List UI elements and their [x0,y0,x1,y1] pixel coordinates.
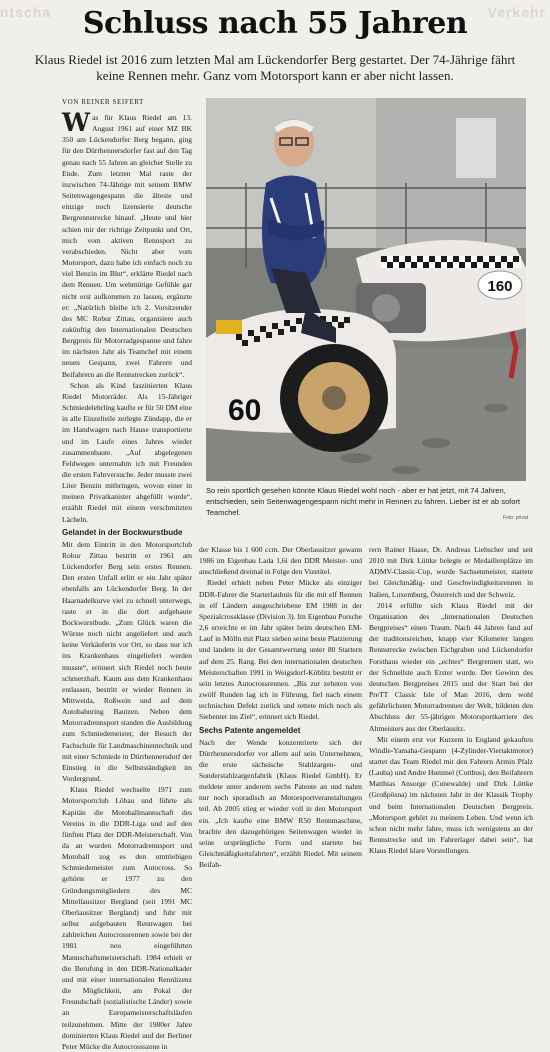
paragraph: Mit einem erst vor Kurzem in England gekauften Windle-Yamaha-Gespann (4-Zylinder-Viertaktmotor) startet das Team Riedel mit den Fahrern Armin Pfalz (Lauba) und Andre Hummel (Cottbus), den Beifahrern Matthias Ansorge (Cunewalde) und Dirk Lüttke (Großpösna) im nächsten Jahr in der Klassik Trophy und beim Internationalen Deutschen Bergpreis. „Motorsport gehört zu meinem Leben. Und wenn ich schon nicht mehr fahre, muss ich wenigstens an der Rennstrecke und im Fahrerlager dabei sein“, hat Klaus Riedel klare Vorstellungen. [369,734,533,856]
paragraph: rern Rainer Haase, Dr. Andreas Liebscher und seit 2010 mit Dirk Lüttke belegte er Medaillenplätze im ADMV-Classic-Cup, wurde Sachsenmeister, startete bei Gleichmäßig- und Geschwindigkeitsrennen in Italien, Luxemburg, Österreich und der Schweiz. [369,545,533,599]
byline: VON REINER SEIFERT [62,98,144,106]
article-column-1 [62,108,192,1052]
paragraph: Schon als Kind faszinierten Klaus Riedel Motorräder. Als 15-Jähriger Schmiedelehrling kaufte er für 50 DM eine in alle Einzelteile zerlegte Zündapp, die er im Handwagen nach Hause transportierte und im Laufe eines Jahres wieder zusammenbaute. „Auf abgelegenen Feldwegen unternahm ich mit Freunden die ersten Fahrversuche. Jeder musste zwei Liter Benzin mitbringen, wovon einer in meinen Privatkanister abgefüllt wurde“, erzählt Riedel mit einem verschmitzten Lächeln. [62,380,192,524]
photo-credit: Foto: privat [502,515,528,521]
paragraph: Riedel erhielt neben Peter Mücke als einziger DDR-Fahrer die Starterlaubnis für die mit elf Rennen in elf Ländern ausgeschriebene EM 1988 in der Spezialcrossklasse (Division 3). Im Eigenbau Porsche 2,6 erreichte er im Jahr später beim deutschen EM-Lauf in Mölln mit Platz sieben seine beste Platzierung und landete in der Gesamtwertung unter 80 Startern auf dem 25. Rang. Bei den internationalen deutschen Meisterschaften 1991 in Weigsdorf-Köblitz bestritt er sein letztes Autocrossrennen. „Bis zur zehnten von zwölf Runden lag ich in Führung, fiel nach einem technischen Defekt zurück und rettete mich noch als Siebenter ins Ziel“, erinnert sich Riedel. [199,578,362,722]
article-column-2 [199,544,362,870]
car-number-small: 160 [487,278,513,295]
background-page-text-left: ntscha [0,4,52,20]
paragraph: der Klasse bis 1 600 ccm. Der Oberlausitzer gewann 1986 im Eigenbau Lada 1,6i den DDR Meister- und anschließend dreimal in Folge den Vizetitel. [199,545,362,577]
article-photo [206,98,526,481]
photo-caption: So rein sportlich gesehen könnte Klaus Riedel wohl noch - aber er hat jetzt, mit 74 Jahren, entschieden, sein Seitenwagengespann nicht mehr in Rennen zu fahren. Lieber ist er ab sofort Teamchef. [206,486,520,517]
section-heading: Gelandet in der Bockwurstbude [62,527,183,537]
paragraph: Mit dem Eintritt in den Motorsportclub Robur Zittau bestritt er 1961 am Lückendorfer Berg sein erstes Rennen. Den ersten Unfall erlitt er ein Jahr später ebenfalls am Lückendorfer Berg. In der Haarnadelkurve viel zu schnell unterwegs, raste er in die dort aufgebaute Bockwurstbude. „Zum Glück waren die Würste noch nicht angeliefert und auch keine Verkäuferin vor Ort, so dass nur ich ins Krankenhaus eingeliefert werden musste“, erinnert sich Riedel noch heute schmerzhaft. Kaum aus dem Krankenhaus entlassen, bestritt er wieder Rennen in Mittweida, Roßwein und auf dem Autobahnring Bautzen. Neben dem Motorradrennsport standen die Ausbildung zum Schmiedemeister, der Besuch der Fachschule für Landmaschinentechnik und mit einer Schmiede in Dürrhennersdorf der Einstieg in die Selbstständigkeit im Vordergrund. [62,539,192,784]
paragraph: 2014 erfüllte sich Klaus Riedel mit der Organisation des „Internationalen Deutschen Bergpreises“ einen Traum. Nach 44 Jahren fand auf der traditonsreichen, knapp vier Kilometer langen Rennstrecke zwischen Eichgraben und Lückendorfer Forsthaus wieder ein „echtes“ Bergrennen statt, wo der Schnellste auch Erster wurde. Der Gewinn des deutschen Bergpreises 2015 und der Start bei der PreTT Classic Isle of Man 2016, dem wohl gefährlichsten Motorradrennen der Welt, bildeten den Abschluss der 55-jährigen Motorsportkarriere des Altmeisters aus der Oberlausitz. [369,600,533,733]
subheadline: Klaus Riedel ist 2016 zum letzten Mal am Lückendorfer Berg gestartet. Der 74-Jährige fährt keine Rennen mehr. Ganz vom Motorsport kann er aber nicht lassen. [34,52,516,83]
background-page-text-right: Verkehr [487,4,546,20]
paragraph: Nach der Wende konzentrierte sich der Dürrhennersdorfer vor allem auf sein Unternehmen, die erste sächsische Stahlzargen- und Sonderstahlzargenfabrik (Klaus Riedel GmbH). Er meldete unter anderem sechs Patente an und nahm nur noch sporadisch an Motorsportveranstaltungen teil. Ab 2005 stieg er wieder voll in den Motorsport ein. „Ich kaufte eine BMW R50 Rennmaschine, brachte den dazugehörigen Seitenwagen wieder in seine ursprüngliche Form und startete bei Gleichmäßigkeitsfahrten“, erzählt Riedel. Mit seinem Beifah- [199,737,362,870]
car-number-large: 60 [228,394,262,427]
article-column-3 [369,544,533,856]
headline: Schluss nach 55 Jahren [82,6,468,41]
paragraph: Klaus Riedel wechselte 1971 zum Motorsportclub Löbau und führte als Kapitän die Motoballmannschaft des Vereins in die DDR-Liga und auf den fünften Platz der DDR-Meisterschaft. Von da an wurden Motorradrennsport und Motoball zog es den umtriebigen Schmiedemeister zum Autocross. So gehörte er 1977 zu den Gründungsmitgliedern des MC Mittellausitzer Bergland (seit 1991 MC Oberlausitzer Bergland) und fuhr mit selbst aufgebauten Rennwagen bei zahlreichen Autocrossrennen sowie bei der 1981 neu eingeführten Mannschaftsmeisterschaft. 1984 erhielt er die Berufung in den DDR-Nationalkader und mit einer internationalen Rennlizenz die Möglichkeit, am Pokal der Freundschaft (sozialistische Länder) sowie an Europameisterschaftsläufen teilzunehmen. Mitte der 1980er Jahre dominierten Klaus Riedel und der Berliner Peter Mücke die Autocrossszene in [62,785,192,1051]
drop-cap: W [62,108,91,137]
paragraph [62,108,192,380]
section-heading: Sechs Patente angemeldet [199,725,301,735]
paragraph-text: as für Klaus Riedel am 13. August 1961 auf einer MZ BK 350 am Lückendorfer Berg begann, ging für den Dürrhennersdorfer fast auf den Tag genau nach 55 Jahren an gleicher Stelle zu Ende. Zum letzten Mal raste der inzwischen 74-Jährige mit seinem BMW Seitenwagengespann die älteste und einzige noch lizensierte deutsche Bergrennstrecke hinauf. „Heute und hier schien mir der richtige Zeitpunkt und Ort, mich vom aktiven Rennsport zu verabschieden. Nicht aber vom Motorsport, dazu habe ich einfach noch zu viel Benzin im Blut“, erklärte Riedel nach dem Rennen. Um wehmütige Gefühle gar nicht erst aufkommen zu lassen, ergänzte er: „Natürlich bleibe ich 2. Vorsitzender des MC Robur Zittau, organisiere auch zukünftig den Internationalen Deutschen Bergpreis für Motorradgespanne und fahre im nächsten Jahr als Teamchef mit einem neuen Gespann, zwei Fahrern und Beifahrern an die Rennstrecken zurück“. [62,113,192,379]
